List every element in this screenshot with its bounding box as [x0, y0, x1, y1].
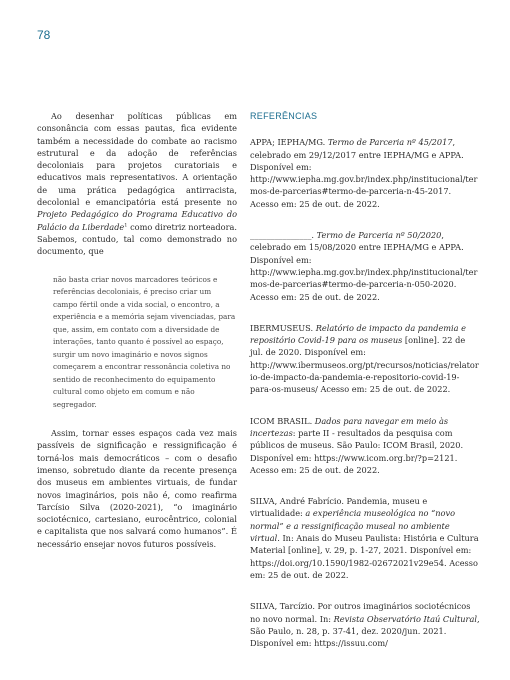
body-text-column [37, 110, 237, 550]
reference-details: , São Paulo, n. 28, p. 37-41, dez. 2020/jun. 2021. Disponível em: https://issuu.com/ [250, 613, 480, 649]
reference-details: , celebrado em 29/12/2017 entre IEPHA/MG e APPA. Disponível em: http://www.iepha.mg.gov.br/index.php/institucional/termos-de-parcerias#termo-de-parceria-n-45-2017. Acesso em: 25 de out. de 2022. [250, 137, 478, 209]
reference-details: , celebrado em 15/08/2020 entre IEPHA/MG e APPA. Disponível em: http://www.iepha.mg.gov.br/index.php/institucional/termos-de-parcerias#termo-de-parceria-n-050-2020. Acesso em: 25 de out. de 2022. [250, 230, 478, 302]
reference-item [250, 322, 480, 396]
reference-item [250, 136, 480, 210]
reference-title: Termo de Parceria nº 45/2017 [327, 137, 453, 148]
reference-author: _______________. [250, 230, 317, 241]
reference-item [250, 229, 480, 303]
reference-title: Relatório de impacto da pandemia e repositório Covid-19 para os museus [250, 322, 467, 346]
reference-item [250, 415, 480, 476]
closing-paragraph: Assim, tornar esses espaços cada vez mais passíveis de significação e ressignificação é torná-los mais democráticos – com o desafio imenso, sobretudo diante da recente presença dos museus em ambientes virtuais, de fundar novos imaginários, pois não é, como reafirma Tarcísio Silva (2020-2021), “o imaginário sociotécnico, cartesiano, eurocêntrico, colonial e capitalista que nos salvará como humanos”. É necessário ensejar novos futuros possíveis. [37, 428, 237, 549]
intro-paragraph [37, 110, 237, 258]
reference-author: ICOM BRASIL. [250, 415, 315, 426]
intro-text-b: como diretriz norteadora. Sabemos, contudo, tal como demonstrado no documento, que [37, 221, 237, 257]
reference-title: Dados para navegar em meio às incertezas [250, 415, 449, 438]
reference-details: . In: Anais do Museu Paulista: História e Cultura Material [online], v. 29, p. 1-27, 2021. Disponível em: https://doi.org/10.1590/1982-02672021v29e54. Acesso em: 25 de out. de 2022. [250, 533, 479, 580]
page-number: 78 [37, 28, 51, 42]
reference-author: SILVA, André Fabrício. Pandemia, museu e virtualidade: [250, 496, 428, 519]
reference-author: IBERMUSEUS. [250, 322, 316, 333]
project-title: Projeto Pedagógico do Programa Educativo do Palácio da Liberdade [37, 209, 237, 232]
footnote-marker: 1 [124, 221, 128, 228]
reference-details: [online]. 22 de jul. de 2020. Disponível em: http://www.ibermuseos.org/pt/recursos/noticias/relatorio-de-impacto-da-pandemia-e-repositorio-covid-19-para-os-museus/ Acesso em: 25 de out. de 2022. [250, 335, 479, 395]
reference-title: Termo de Parceria nº 50/2020 [316, 230, 442, 241]
references-list [250, 136, 480, 649]
references-heading: REFERÊNCIAS [250, 111, 318, 121]
block-quote: não basta criar novos marcadores teóricos e referências decoloniais, é preciso criar um campo fértil onde a vida social, o encontro, a experiência e a memória sejam vivenciadas, para que, assim, em contato com a diversidade de interações, tanto quanto é possível ao espaço, surgir um novo imaginário e novos signos começarem a encontrar ressonância coletiva no sentido de reconhecimento do equipamento cultural como objeto em comum e não segregador. [53, 274, 236, 409]
reference-details: : parte II - resultados da pesquisa com públicos de museus. São Paulo: ICOM Brasil, 2020. Disponível em: https://www.icom.org.br/?p=2121. Acesso em: 25 de out. de 2022. [250, 427, 464, 475]
reference-item [250, 600, 480, 649]
intro-text-a: Ao desenhar políticas públicas em consonância com essas pautas, fica evidente também a necessidade do combate ao racismo estrutural e da adoção de referências decoloniais para projetos curatoriais e educativos mais representativos. A orientação de uma prática pedagógica antirracista, decolonial e emancipatória está presente no [37, 111, 237, 208]
references-column [250, 110, 480, 668]
reference-item [250, 495, 480, 581]
reference-author: SILVA, Tarcízio. Por outros imaginários sociotécnicos no novo normal. In: [250, 601, 471, 624]
reference-author: APPA; IEPHA/MG. [250, 137, 328, 148]
reference-title: Revista Observatório Itaú Cultural [333, 613, 477, 624]
reference-title: a experiência museológica no “novo normal” e a ressignificação museal no ambiente virtual [250, 508, 456, 544]
